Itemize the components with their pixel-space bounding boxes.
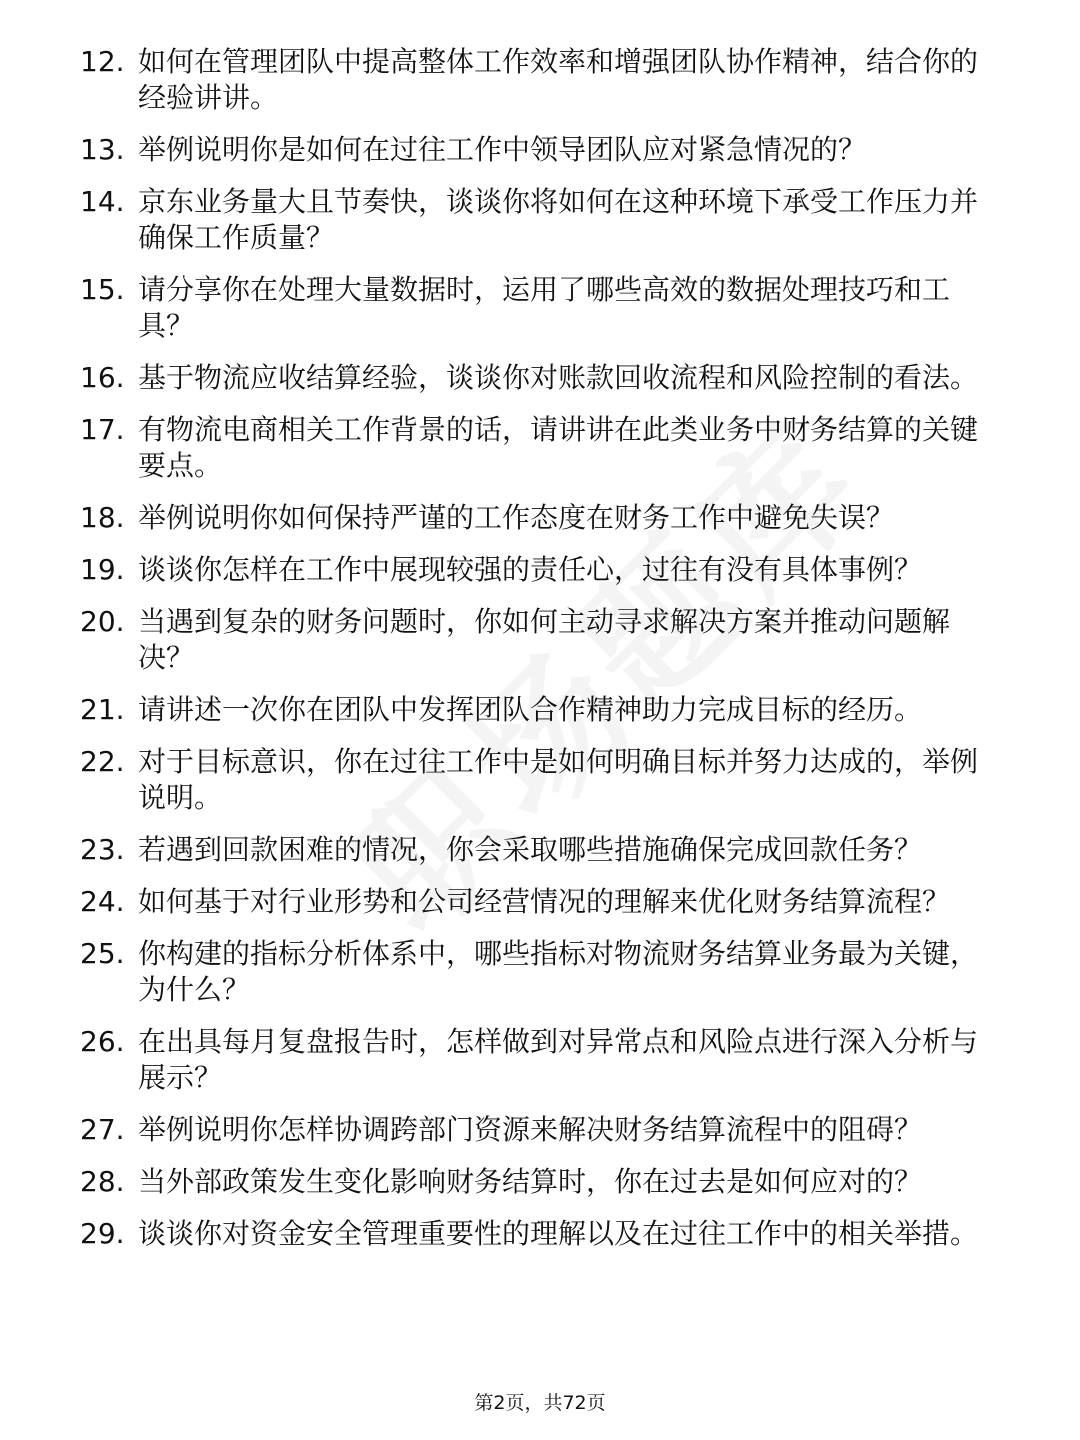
- question-number: 12.: [80, 45, 125, 78]
- list-item: [80, 44, 980, 116]
- question-text: 举例说明你是如何在过往工作中领导团队应对紧急情况的？: [138, 133, 867, 166]
- question-number: 14.: [80, 185, 125, 218]
- question-number: 28.: [80, 1165, 125, 1198]
- list-item: [80, 604, 980, 676]
- question-text: 谈谈你怎样在工作中展现较强的责任心，过往有没有具体事例？: [138, 553, 923, 586]
- question-number: 25.: [80, 937, 125, 970]
- question-text: 举例说明你怎样协调跨部门资源来解决财务结算流程中的阻碍？: [138, 1113, 923, 1146]
- list-item: [80, 412, 980, 484]
- question-text: 谈谈你对资金安全管理重要性的理解以及在过往工作中的相关举措。: [138, 1217, 979, 1250]
- question-list: [80, 44, 980, 1268]
- list-item: [80, 500, 980, 536]
- question-number: 29.: [80, 1217, 125, 1250]
- list-item: [80, 1024, 980, 1096]
- list-item: [80, 744, 980, 816]
- page-number-footer: 第2页，共72页: [474, 1392, 606, 1414]
- question-text: 对于目标意识，你在过往工作中是如何明确目标并努力达成的，举例说明。: [138, 745, 979, 814]
- question-number: 15.: [80, 273, 125, 306]
- question-number: 17.: [80, 413, 125, 446]
- question-text: 如何基于对行业形势和公司经营情况的理解来优化财务结算流程？: [138, 885, 951, 918]
- question-text: 请讲述一次你在团队中发挥团队合作精神助力完成目标的经历。: [138, 693, 923, 726]
- list-item: [80, 1216, 980, 1252]
- question-number: 16.: [80, 361, 125, 394]
- question-number: 23.: [80, 833, 125, 866]
- list-item: [80, 184, 980, 256]
- list-item: [80, 936, 980, 1008]
- question-text: 基于物流应收结算经验，谈谈你对账款回收流程和风险控制的看法。: [138, 361, 979, 394]
- list-item: [80, 360, 980, 396]
- list-item: [80, 1164, 980, 1200]
- question-text: 举例说明你如何保持严谨的工作态度在财务工作中避免失误？: [138, 501, 895, 534]
- list-item: [80, 884, 980, 920]
- question-text: 在出具每月复盘报告时，怎样做到对异常点和风险点进行深入分析与展示？: [138, 1025, 979, 1094]
- list-item: [80, 832, 980, 868]
- question-text: 有物流电商相关工作背景的话，请讲讲在此类业务中财务结算的关键要点。: [138, 413, 979, 482]
- question-text: 你构建的指标分析体系中，哪些指标对物流财务结算业务最为关键，为什么？: [138, 937, 979, 1006]
- question-number: 24.: [80, 885, 125, 918]
- question-number: 26.: [80, 1025, 125, 1058]
- question-text: 请分享你在处理大量数据时，运用了哪些高效的数据处理技巧和工具？: [138, 273, 951, 342]
- question-number: 21.: [80, 693, 125, 726]
- list-item: [80, 132, 980, 168]
- list-item: [80, 552, 980, 588]
- list-item: [80, 272, 980, 344]
- question-number: 18.: [80, 501, 125, 534]
- question-text: 如何在管理团队中提高整体工作效率和增强团队协作精神，结合你的经验讲讲。: [138, 45, 979, 114]
- list-item: [80, 692, 980, 728]
- question-number: 20.: [80, 605, 125, 638]
- question-number: 13.: [80, 133, 125, 166]
- question-number: 19.: [80, 553, 125, 586]
- question-text: 京东业务量大且节奏快，谈谈你将如何在这种环境下承受工作压力并确保工作质量？: [138, 185, 979, 254]
- question-text: 当遇到复杂的财务问题时，你如何主动寻求解决方案并推动问题解决？: [138, 605, 951, 674]
- list-item: [80, 1112, 980, 1148]
- question-text: 若遇到回款困难的情况，你会采取哪些措施确保完成回款任务？: [138, 833, 923, 866]
- question-number: 27.: [80, 1113, 125, 1146]
- question-number: 22.: [80, 745, 125, 778]
- question-text: 当外部政策发生变化影响财务结算时，你在过去是如何应对的？: [138, 1165, 923, 1198]
